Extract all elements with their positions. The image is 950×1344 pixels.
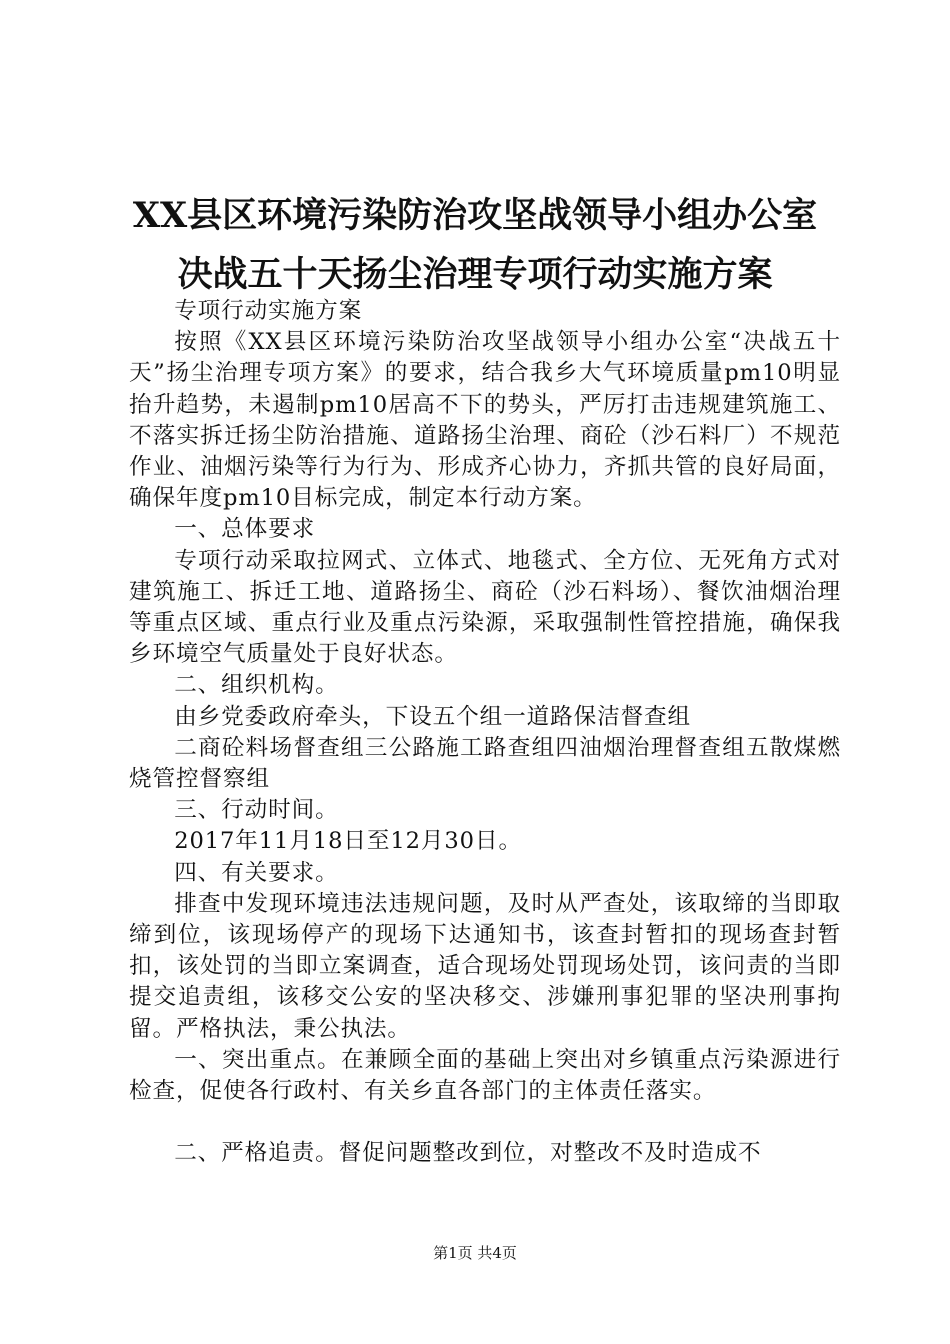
paragraph: 2017年11月18日至12月30日。 [174,828,522,855]
section-heading: 二、组织机构。 [174,672,339,699]
document-title-line1: XX县区环境污染防治攻坚战领导小组办公室 [132,195,818,236]
paragraph: 由乡党委政府牵头，下设五个组一道路保洁督查组 [174,703,692,730]
paragraph: 排查中发现环境违法违规问题，及时从严查处，该取缔的当即取缔到位，该现场停产的现场下达通知书，该查封暂扣的现场查封暂扣，该处罚的当即立案调查，适合现场处罚现场处罚，该问责的当即提交追责组，该移交公安的坚决移交、涉嫌刑事犯罪的坚决刑事拘留。严格执法，秉公执法。 [129,890,841,1042]
section-heading: 一、总体要求 [174,516,316,543]
page-number-footer: 第1页 共4页 [433,1244,517,1262]
paragraph: 二、严格追责。督促问题整改到位，对整改不及时造成不 [174,1140,762,1167]
section-heading: 四、有关要求。 [174,859,339,886]
document-body [129,296,841,1169]
paragraph: 一、突出重点。在兼顾全面的基础上突出对乡镇重点污染源进行检查，促使各行政村、有关乡直各部门的主体责任落实。 [129,1046,841,1105]
paragraph: 专项行动采取拉网式、立体式、地毯式、全方位、无死角方式对建筑施工、拆迁工地、道路扬尘、商砼（沙石料场）、餐饮油烟治理等重点区域、重点行业及重点污染源，采取强制性管控措施，确保我乡环境空气质量处于良好状态。 [129,547,841,668]
section-heading: 三、行动时间。 [174,797,339,824]
paragraph: 二商砼料场督查组三公路施工路查组四油烟治理督查组五散煤燃烧管控督察组 [129,734,841,793]
paragraph: 专项行动实施方案 [174,298,363,324]
document-title-line2: 决战五十天扬尘治理专项行动实施方案 [177,254,773,295]
paragraph: 按照《XX县区环境污染防治攻坚战领导小组办公室“决战五十天”扬尘治理专项方案》的要求，结合我乡大气环境质量pm10明显抬升趋势，未遏制pm10居高不下的势头，严厉打击违规建筑施工、不落实拆迁扬尘防治措施、道路扬尘治理、商砼（沙石料厂）不规范作业、油烟污染等行为行为、形成齐心协力，齐抓共管的良好局面，确保年度pm10目标完成，制定本行动方案。 [129,329,841,512]
